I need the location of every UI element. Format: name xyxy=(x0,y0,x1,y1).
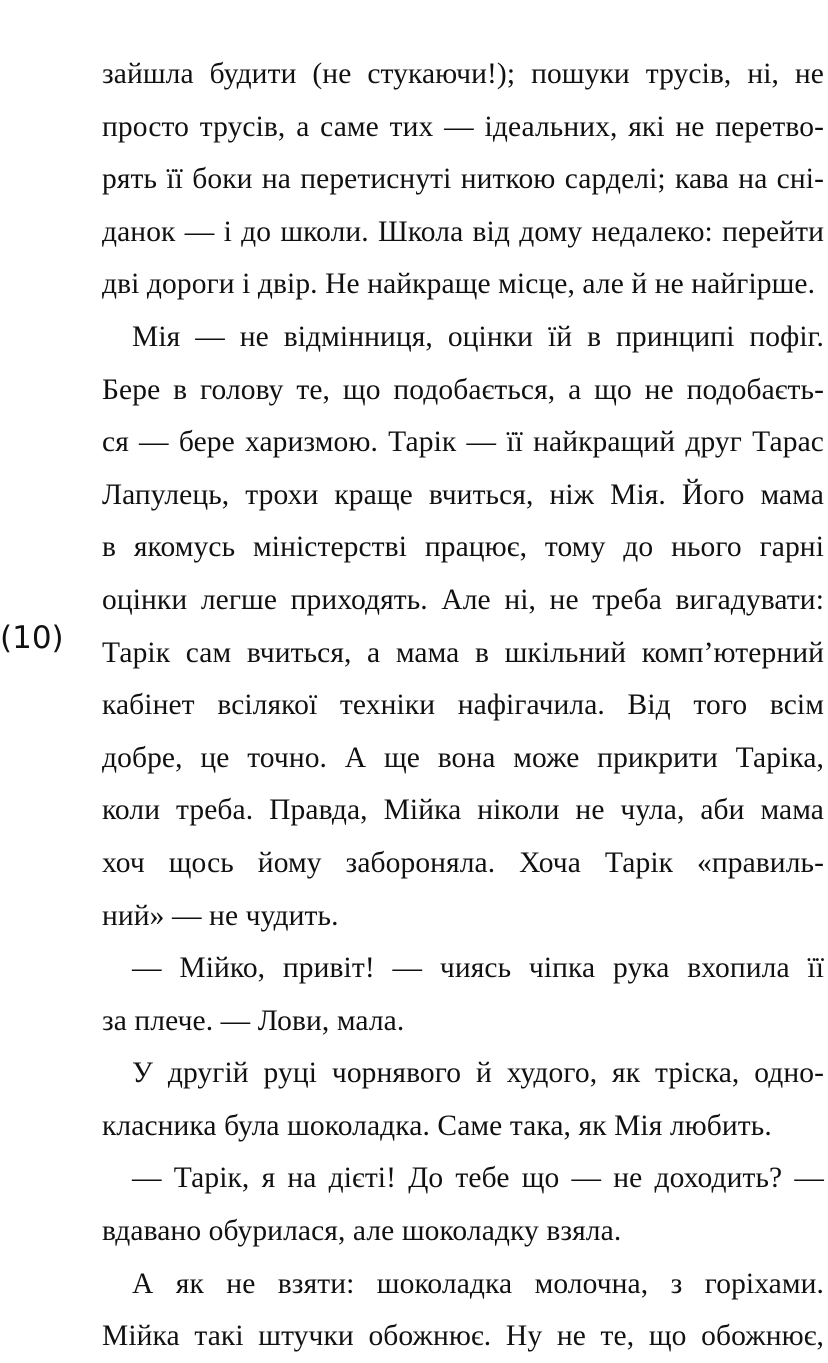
text-line: А як не взяти: шоколадка молочна, з горіхами. xyxy=(132,1267,824,1300)
text-line: коли треба. Правда, Мійка ніколи не чула, аби мама xyxy=(102,794,824,827)
text-line: дві дороги і двір. Не найкраще місце, але й не найгірше. xyxy=(102,268,816,301)
text-line: Бере в голову те, що подобається, а що не подобаєть- xyxy=(102,373,824,406)
text-line: — Тарік, я на дієті! До тебе що — не доходить? — xyxy=(132,1162,824,1195)
text-line: Тарік сам вчиться, а мама в шкільний комп’ютерний xyxy=(102,636,824,669)
text-line: хоч щось йому забороняла. Хоча Тарік «правиль- xyxy=(102,846,824,879)
text-line: в якомусь міністерстві працює, тому до нього гарні xyxy=(102,531,824,564)
text-line: — Мійко, привіт! — чиясь чіпка рука вхопила її xyxy=(132,952,824,985)
text-line: ний» — не чудить. xyxy=(102,899,339,932)
text-line: данок — і до школи. Школа від дому недалеко: перейти xyxy=(102,215,824,248)
page-marker: (10) xyxy=(0,620,64,656)
text-line: добре, це точно. А ще вона може прикрити Таріка, xyxy=(102,741,824,774)
text-line: Лапулець, трохи краще вчиться, ніж Мія. Його мама xyxy=(102,478,824,511)
text-line: оцінки легше приходять. Але ні, не треба вигадувати: xyxy=(102,583,824,616)
text-line: кабінет всілякої техніки нафігачила. Від того всім xyxy=(102,689,824,722)
text-line: за плече. — Лови, мала. xyxy=(102,1004,405,1037)
text-line: просто трусів, а саме тих — ідеальних, які не перетво- xyxy=(102,110,824,143)
text-line: Мія — не відмінниця, оцінки їй в принципі пофіг. xyxy=(132,320,824,353)
text-line: У другій руці чорнявого й худого, як тріска, одно- xyxy=(132,1057,824,1090)
text-line: рять її боки на перетиснуті ниткою сарделі; кава на сні- xyxy=(102,163,824,196)
text-line: Мійка такі штучки обожнює. Ну не те, що обожнює, xyxy=(102,1320,824,1353)
body-text xyxy=(102,48,824,1363)
text-line: зайшла будити (не стукаючи!); пошуки трусів, ні, не xyxy=(102,58,824,90)
text-line: ся — бере харизмою. Тарік — її найкращий друг Тарас xyxy=(102,426,824,459)
text-line: класника була шоколадка. Саме така, як Мія любить. xyxy=(102,1109,772,1142)
text-line: вдавано обурилася, але шоколадку взяла. xyxy=(102,1215,622,1248)
